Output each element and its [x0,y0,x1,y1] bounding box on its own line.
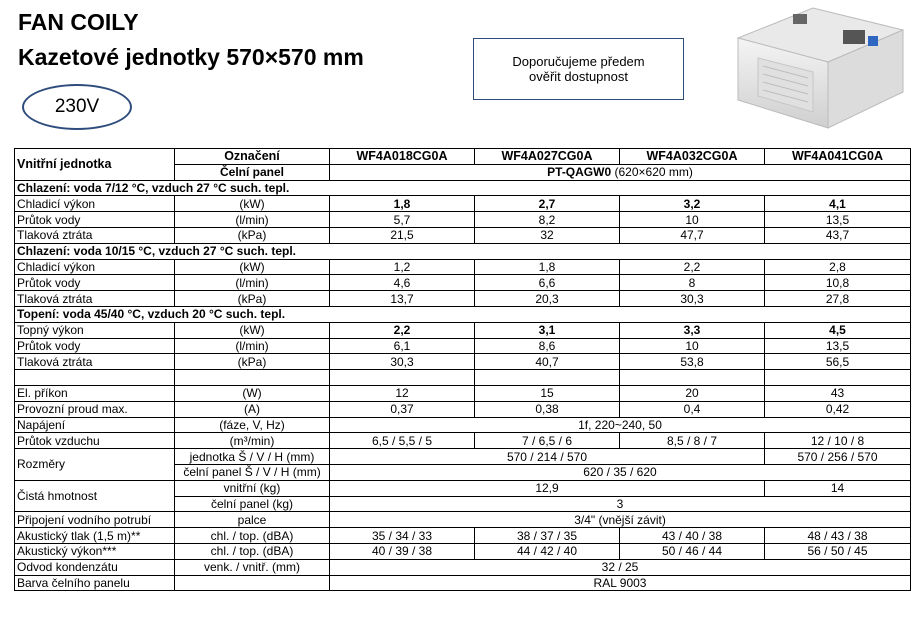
value-cell: 15 [475,385,620,401]
value-cell: RAL 9003 [330,575,911,591]
row-unit: čelní panel (kg) [175,496,330,512]
row-label: Chladicí výkon [15,259,175,275]
row-label: Průtok vody [15,212,175,228]
table-row [15,449,911,465]
row-label: Připojení vodního potrubí [15,512,175,528]
row-unit: (fáze, V, Hz) [175,417,330,433]
row-label: Průtok vody [15,275,175,291]
row-label: Tlaková ztráta [15,354,175,370]
value-cell: 8,5 / 8 / 7 [620,433,765,449]
value-cell: 38 / 37 / 35 [475,528,620,544]
empty-cell [475,370,620,386]
value-cell: 4,5 [765,322,911,338]
value-cell: 2,2 [620,259,765,275]
designation-label: Označení [175,149,330,165]
spacer-row [15,370,911,386]
value-cell: 4,1 [765,196,911,212]
row-label: Barva čelního panelu [15,575,175,591]
value-cell: 12,9 [330,480,765,496]
row-label: Chladicí výkon [15,196,175,212]
value-cell: 0,4 [620,401,765,417]
value-cell: 21,5 [330,227,475,243]
value-cell: 13,7 [330,291,475,307]
value-cell: 3,2 [620,196,765,212]
row-label: Čistá hmotnost [15,480,175,512]
table-row [15,480,911,496]
table-row [15,227,911,243]
empty-cell [15,370,175,386]
empty-cell [330,370,475,386]
row-unit: (kW) [175,259,330,275]
row-unit: (l/min) [175,338,330,354]
table-row [15,259,911,275]
value-cell: 620 / 35 / 620 [330,464,911,480]
value-cell: 30,3 [330,354,475,370]
value-cell: 0,37 [330,401,475,417]
row-label: Odvod kondenzátu [15,559,175,575]
value-cell: 50 / 46 / 44 [620,543,765,559]
value-cell: 32 [475,227,620,243]
value-cell: 8,6 [475,338,620,354]
row-label: Tlaková ztráta [15,227,175,243]
value-cell: 4,6 [330,275,475,291]
value-cell: 12 / 10 / 8 [765,433,911,449]
row-unit: venk. / vnitř. (mm) [175,559,330,575]
row-unit: (l/min) [175,212,330,228]
value-cell: 43,7 [765,227,911,243]
value-cell: 7 / 6,5 / 6 [475,433,620,449]
row-unit: (kPa) [175,354,330,370]
value-cell: 2,8 [765,259,911,275]
value-cell: 53,8 [620,354,765,370]
table-row [15,275,911,291]
row-label: Topný výkon [15,322,175,338]
table-row [15,559,911,575]
value-cell: 3,3 [620,322,765,338]
value-cell: 48 / 43 / 38 [765,528,911,544]
row-label: Provozní proud max. [15,401,175,417]
value-cell: 2,7 [475,196,620,212]
value-cell: 44 / 42 / 40 [475,543,620,559]
value-cell: 5,7 [330,212,475,228]
panel-size: (620×620 mm) [611,165,693,180]
table-row [15,196,911,212]
value-cell: 0,38 [475,401,620,417]
row-unit: (kW) [175,196,330,212]
row-label: Průtok vody [15,338,175,354]
row-unit: palce [175,512,330,528]
row-unit: jednotka Š / V / H (mm) [175,449,330,465]
value-cell: 56 / 50 / 45 [765,543,911,559]
value-cell: 12 [330,385,475,401]
table-row [15,417,911,433]
row-label: Akustický tlak (1,5 m)** [15,528,175,544]
value-cell: 3,1 [475,322,620,338]
table-row [15,212,911,228]
value-cell: 1,8 [330,196,475,212]
value-cell: 570 / 214 / 570 [330,449,765,465]
value-cell: 32 / 25 [330,559,911,575]
panel-label: Čelní panel [175,164,330,180]
section-title: Chlazení: voda 10/15 °C, vzduch 27 °C such. tepl. [15,243,911,259]
section-header-row [15,180,911,196]
value-cell: 1f, 220~240, 50 [330,417,911,433]
row-label: Tlaková ztráta [15,291,175,307]
table-row [15,433,911,449]
table-row [15,354,911,370]
panel-model-cell [330,164,911,180]
value-cell: 8 [620,275,765,291]
row-unit: (A) [175,401,330,417]
spec-table [14,148,911,591]
row-unit: chl. / top. (dBA) [175,543,330,559]
value-cell: 40,7 [475,354,620,370]
value-cell: 10,8 [765,275,911,291]
model-header: WF4A027CG0A [475,149,620,165]
table-row [15,322,911,338]
value-cell: 13,5 [765,212,911,228]
page-subtitle: Kazetové jednotky 570×570 mm [18,44,364,70]
value-cell: 10 [620,212,765,228]
row-unit: (kPa) [175,227,330,243]
section-header-row [15,243,911,259]
value-cell: 3/4" (vnější závit) [330,512,911,528]
empty-cell [175,370,330,386]
row-unit: (kW) [175,322,330,338]
row-unit: chl. / top. (dBA) [175,528,330,544]
value-cell: 20,3 [475,291,620,307]
section-header-row [15,306,911,322]
value-cell: 6,1 [330,338,475,354]
value-cell: 40 / 39 / 38 [330,543,475,559]
row-unit: (m³/min) [175,433,330,449]
value-cell: 570 / 256 / 570 [765,449,911,465]
value-cell: 20 [620,385,765,401]
section-title: Chlazení: voda 7/12 °C, vzduch 27 °C such. tepl. [15,180,911,196]
value-cell: 13,5 [765,338,911,354]
table-row [15,385,911,401]
value-cell: 3 [330,496,911,512]
corner-label: Vnitřní jednotka [15,149,175,181]
row-label: Průtok vzduchu [15,433,175,449]
model-header: WF4A041CG0A [765,149,911,165]
value-cell: 35 / 34 / 33 [330,528,475,544]
table-row [15,543,911,559]
value-cell: 43 / 40 / 38 [620,528,765,544]
panel-model: PT-QAGW0 [547,165,612,180]
table-row [15,512,911,528]
value-cell: 27,8 [765,291,911,307]
row-label: Akustický výkon*** [15,543,175,559]
row-label: Napájení [15,417,175,433]
value-cell: 14 [765,480,911,496]
cassette-unit-image [718,0,923,140]
value-cell: 6,5 / 5,5 / 5 [330,433,475,449]
row-unit [175,575,330,591]
value-cell: 10 [620,338,765,354]
table-row [15,528,911,544]
value-cell: 1,2 [330,259,475,275]
section-title: Topení: voda 45/40 °C, vzduch 20 °C such. tepl. [15,306,911,322]
value-cell: 6,6 [475,275,620,291]
empty-cell [620,370,765,386]
value-cell: 47,7 [620,227,765,243]
empty-cell [765,370,911,386]
value-cell: 30,3 [620,291,765,307]
value-cell: 1,8 [475,259,620,275]
row-unit: (kPa) [175,291,330,307]
page-title: FAN COILY [18,9,139,35]
availability-notice [473,38,684,100]
value-cell: 56,5 [765,354,911,370]
row-unit: čelní panel Š / V / H (mm) [175,464,330,480]
table-row [15,575,911,591]
table-row [15,338,911,354]
table-row [15,291,911,307]
value-cell: 43 [765,385,911,401]
row-label: El. příkon [15,385,175,401]
value-cell: 2,2 [330,322,475,338]
table-header-row [15,149,911,165]
row-unit: vnitřní (kg) [175,480,330,496]
voltage-badge: 230V [22,84,132,130]
row-unit: (W) [175,385,330,401]
value-cell: 8,2 [475,212,620,228]
model-header: WF4A018CG0A [330,149,475,165]
table-row [15,401,911,417]
model-header: WF4A032CG0A [620,149,765,165]
row-label: Rozměry [15,449,175,481]
row-unit: (l/min) [175,275,330,291]
value-cell: 0,42 [765,401,911,417]
notice-text: Doporučujeme předem ověřit dostupnost [512,54,645,84]
